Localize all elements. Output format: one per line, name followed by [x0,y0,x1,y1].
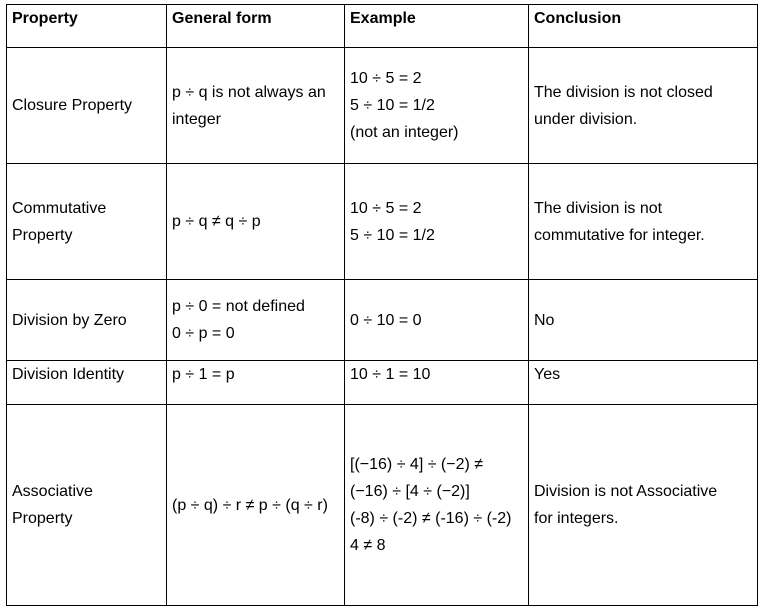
header-example: Example [345,5,529,48]
cell-line: 4 ≠ 8 [350,537,386,554]
general-form-cell [167,164,345,280]
cell-line: Property [12,510,73,527]
header-general-form: General form [167,5,345,48]
cell-line: (−16) ÷ [4 ÷ (−2)] [350,483,470,500]
table-row [7,405,758,606]
cell-line: [(−16) ÷ 4] ÷ (−2) ≠ [350,456,484,473]
cell-line: 5 ÷ 10 = 1/2 [350,226,435,244]
header-conclusion: Conclusion [529,5,758,48]
cell-line: Division Identity [12,366,125,383]
cell-line: for integers. [534,510,619,527]
cell-line: p ÷ q is not always an [172,83,326,101]
cell-line: Associative [12,483,93,500]
property-cell [7,280,167,361]
cell-line: Closure Property [12,97,133,114]
general-form-cell [167,48,345,164]
cell-line: integer [172,110,221,128]
cell-line: 5 ÷ 10 = 1/2 [350,97,435,114]
cell-line: p ÷ 1 = p [172,366,235,383]
cell-line: Division by Zero [12,311,127,329]
general-form-cell [167,361,345,405]
cell-line: 10 ÷ 5 = 2 [350,70,422,87]
example-cell [345,361,529,405]
property-cell [7,361,167,405]
example-cell [345,48,529,164]
cell-line: (p ÷ q) ÷ r ≠ p ÷ (q ÷ r) [172,496,328,514]
example-cell [345,405,529,606]
table-row [7,280,758,361]
general-form-cell [167,405,345,606]
example-cell [345,164,529,280]
general-form-cell [167,280,345,361]
cell-line: commutative for integer. [534,226,705,244]
cell-line: Commutative [12,199,107,217]
cell-line: p ÷ q ≠ q ÷ p [172,213,261,230]
cell-line: Division is not Associative [534,483,718,500]
conclusion-cell [529,48,758,164]
table-row [7,361,758,405]
properties-table [6,4,758,606]
cell-line: 0 ÷ p = 0 [172,325,235,342]
cell-line: 10 ÷ 1 = 10 [350,366,431,383]
header-property: Property [7,5,167,48]
conclusion-cell [529,405,758,606]
property-cell [7,164,167,280]
table-row [7,48,758,164]
cell-line: Yes [534,366,561,383]
property-cell [7,48,167,164]
example-cell [345,280,529,361]
cell-line: 10 ÷ 5 = 2 [350,199,422,217]
cell-line: p ÷ 0 = not defined [172,298,305,315]
cell-line: (not an integer) [350,124,459,141]
cell-line: The division is not closed [534,83,713,101]
cell-line: under division. [534,110,638,128]
conclusion-cell [529,361,758,405]
header-row [7,5,758,48]
cell-line: The division is not [534,199,663,217]
cell-line: Property [12,226,73,244]
cell-line: No [534,311,555,329]
property-cell [7,405,167,606]
cell-line: (-8) ÷ (-2) ≠ (-16) ÷ (-2) [350,510,512,527]
conclusion-cell [529,280,758,361]
table-row [7,164,758,280]
cell-line: 0 ÷ 10 = 0 [350,311,422,329]
conclusion-cell [529,164,758,280]
